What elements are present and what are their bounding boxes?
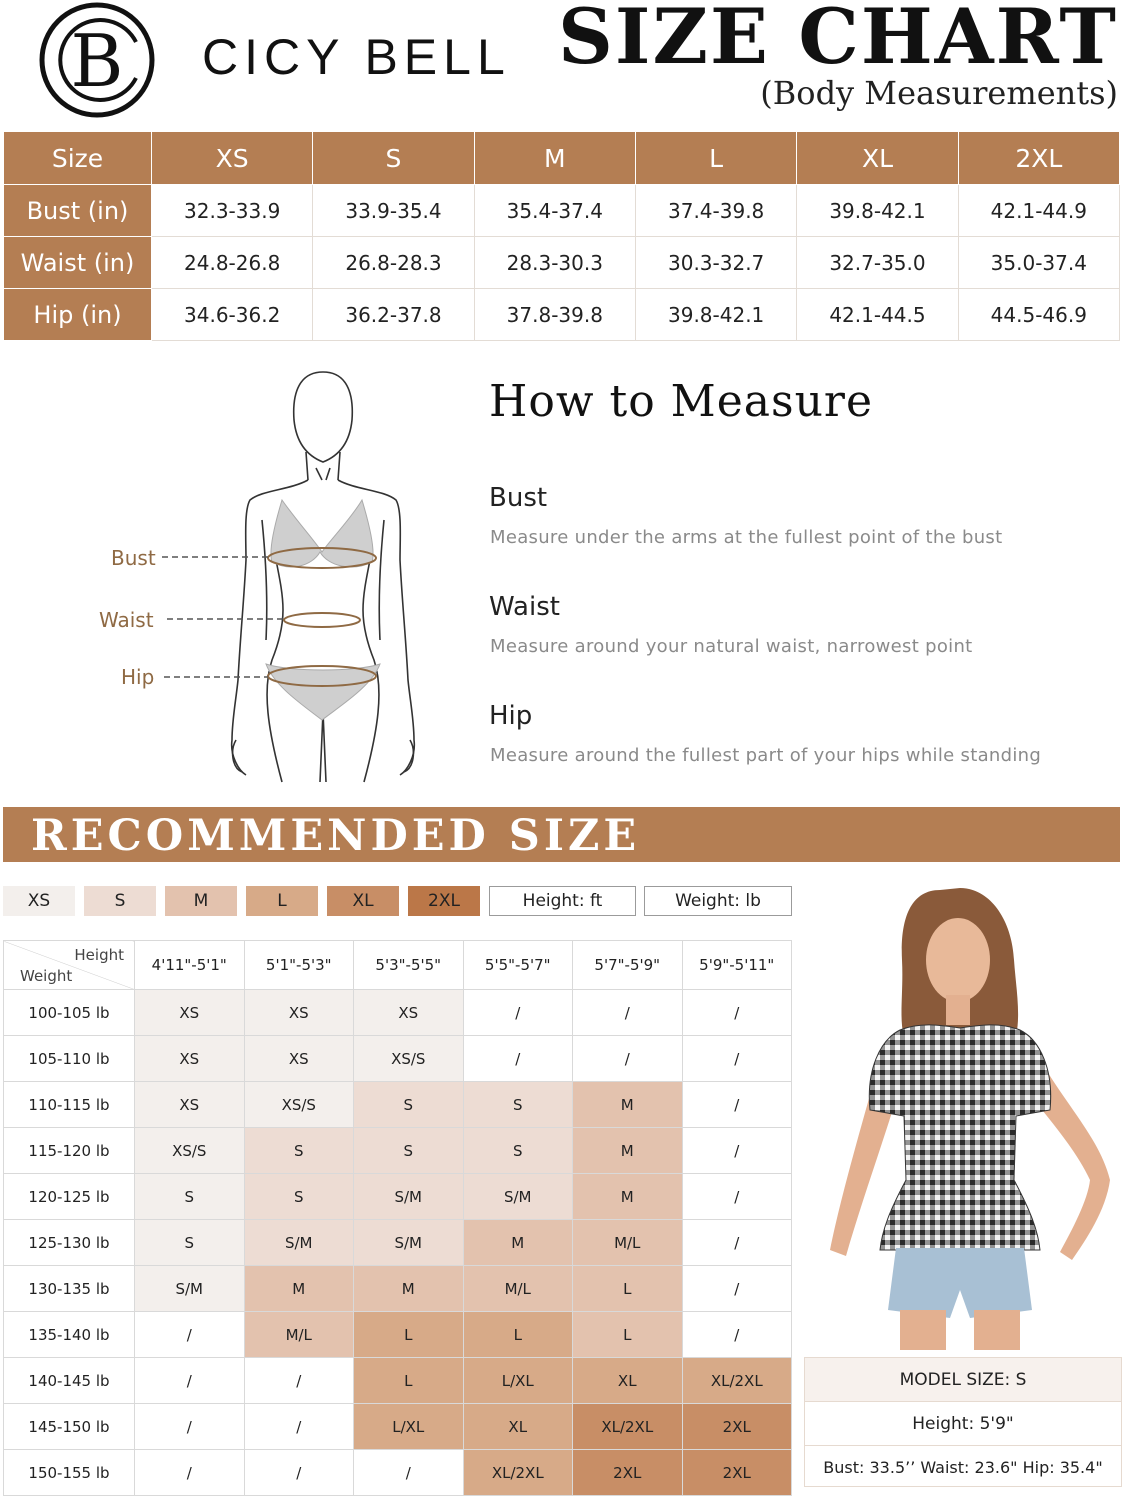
figure-label-waist: Waist bbox=[99, 608, 154, 632]
table-cell: 39.8-42.1 bbox=[635, 289, 796, 341]
size-cell: / bbox=[682, 1128, 792, 1174]
size-cell: / bbox=[354, 1450, 464, 1496]
size-cell: L bbox=[354, 1312, 464, 1358]
row-label: Hip (in) bbox=[4, 289, 152, 341]
model-photo bbox=[810, 880, 1120, 1350]
hip-heading: Hip bbox=[489, 701, 533, 731]
size-cell: M/L bbox=[573, 1220, 683, 1266]
table-cell: 35.0-37.4 bbox=[958, 237, 1119, 289]
size-cell: M/L bbox=[244, 1312, 354, 1358]
size-cell: S bbox=[135, 1220, 245, 1266]
size-header-s: S bbox=[313, 132, 474, 185]
size-cell: S/M bbox=[463, 1174, 573, 1220]
table-row bbox=[4, 1220, 792, 1266]
size-cell: S bbox=[244, 1174, 354, 1220]
table-cell: 34.6-36.2 bbox=[152, 289, 313, 341]
size-cell: / bbox=[682, 990, 792, 1036]
recommended-size-table bbox=[3, 940, 792, 1496]
bust-description: Measure under the arms at the fullest point of the bust bbox=[490, 527, 1003, 548]
size-cell: / bbox=[463, 1036, 573, 1082]
legend-xl: XL bbox=[327, 886, 399, 916]
size-header-l: L bbox=[635, 132, 796, 185]
height-header: 5'1"-5'3" bbox=[244, 941, 354, 990]
size-cell: / bbox=[135, 1404, 245, 1450]
size-header-label: Size bbox=[4, 132, 152, 185]
table-row bbox=[4, 1082, 792, 1128]
size-cell: / bbox=[244, 1358, 354, 1404]
table-row bbox=[4, 1174, 792, 1220]
size-cell: L bbox=[354, 1358, 464, 1404]
size-header-m: M bbox=[474, 132, 635, 185]
waist-row bbox=[4, 237, 1120, 289]
size-chart-table bbox=[3, 131, 1120, 341]
size-cell: / bbox=[135, 1450, 245, 1496]
size-cell: M bbox=[463, 1220, 573, 1266]
size-cell: XS bbox=[244, 990, 354, 1036]
table-row bbox=[4, 1358, 792, 1404]
table-cell: 33.9-35.4 bbox=[313, 185, 474, 237]
legend-s: S bbox=[84, 886, 156, 916]
table-cell: 42.1-44.9 bbox=[958, 185, 1119, 237]
weight-label: 145-150 lb bbox=[4, 1404, 135, 1450]
table-corner bbox=[4, 941, 135, 990]
model-info-box bbox=[804, 1357, 1122, 1487]
height-header: 5'5"-5'7" bbox=[463, 941, 573, 990]
size-cell: / bbox=[682, 1174, 792, 1220]
corner-weight-label: Weight bbox=[20, 967, 73, 985]
table-cell: 28.3-30.3 bbox=[474, 237, 635, 289]
legend-xs: XS bbox=[3, 886, 75, 916]
size-cell: M bbox=[244, 1266, 354, 1312]
size-cell: XS bbox=[354, 990, 464, 1036]
size-cell: / bbox=[682, 1036, 792, 1082]
size-cell: / bbox=[463, 990, 573, 1036]
size-cell: L/XL bbox=[354, 1404, 464, 1450]
table-cell: 39.8-42.1 bbox=[797, 185, 958, 237]
table-row bbox=[4, 1128, 792, 1174]
figure-label-bust: Bust bbox=[111, 546, 156, 570]
size-cell: / bbox=[135, 1312, 245, 1358]
table-row bbox=[4, 1266, 792, 1312]
model-measurements: Bust: 33.5’’ Waist: 23.6" Hip: 35.4" bbox=[823, 1457, 1103, 1477]
hip-description: Measure around the fullest part of your hips while standing bbox=[490, 745, 1042, 766]
bust-row bbox=[4, 185, 1120, 237]
size-cell: S bbox=[354, 1082, 464, 1128]
size-cell: XS bbox=[135, 1036, 245, 1082]
size-cell: L/XL bbox=[463, 1358, 573, 1404]
size-cell: S bbox=[135, 1174, 245, 1220]
hip-row bbox=[4, 289, 1120, 341]
size-header-xs: XS bbox=[152, 132, 313, 185]
size-cell: XL bbox=[463, 1404, 573, 1450]
height-header: 5'7"-5'9" bbox=[573, 941, 683, 990]
size-cell: XS/S bbox=[354, 1036, 464, 1082]
table-cell: 24.8-26.8 bbox=[152, 237, 313, 289]
table-cell: 44.5-46.9 bbox=[958, 289, 1119, 341]
size-cell: M/L bbox=[463, 1266, 573, 1312]
table-row bbox=[4, 1450, 792, 1496]
weight-label: 140-145 lb bbox=[4, 1358, 135, 1404]
table-cell: 36.2-37.8 bbox=[313, 289, 474, 341]
size-cell: / bbox=[244, 1404, 354, 1450]
legend-m: M bbox=[165, 886, 237, 916]
size-cell: S/M bbox=[135, 1266, 245, 1312]
size-cell: XS bbox=[135, 990, 245, 1036]
legend-height-unit: Height: ft bbox=[489, 886, 636, 916]
weight-label: 110-115 lb bbox=[4, 1082, 135, 1128]
legend-2xl: 2XL bbox=[408, 886, 480, 916]
size-cell: 2XL bbox=[573, 1450, 683, 1496]
weight-label: 125-130 lb bbox=[4, 1220, 135, 1266]
body-measurement-figure bbox=[90, 365, 430, 790]
page-subtitle: (Body Measurements) bbox=[760, 74, 1118, 112]
table-cell: 32.7-35.0 bbox=[797, 237, 958, 289]
size-header-xl: XL bbox=[797, 132, 958, 185]
table-cell: 42.1-44.5 bbox=[797, 289, 958, 341]
recommended-size-title: RECOMMENDED SIZE bbox=[31, 811, 641, 861]
height-header: 5'9"-5'11" bbox=[682, 941, 792, 990]
legend-l: L bbox=[246, 886, 318, 916]
size-cell: M bbox=[573, 1174, 683, 1220]
size-cell: S bbox=[354, 1128, 464, 1174]
waist-description: Measure around your natural waist, narrowest point bbox=[490, 636, 973, 657]
size-chart-header-row bbox=[4, 132, 1120, 185]
size-cell: / bbox=[682, 1266, 792, 1312]
size-cell: / bbox=[244, 1450, 354, 1496]
weight-label: 115-120 lb bbox=[4, 1128, 135, 1174]
size-cell: 2XL bbox=[682, 1450, 792, 1496]
bust-heading: Bust bbox=[489, 483, 548, 513]
brand-logo bbox=[38, 2, 156, 118]
weight-label: 105-110 lb bbox=[4, 1036, 135, 1082]
size-cell: S bbox=[244, 1128, 354, 1174]
recommended-size-banner bbox=[3, 807, 1120, 862]
weight-label: 150-155 lb bbox=[4, 1450, 135, 1496]
size-cell: S/M bbox=[244, 1220, 354, 1266]
table-row bbox=[4, 1312, 792, 1358]
weight-label: 130-135 lb bbox=[4, 1266, 135, 1312]
figure-label-hip: Hip bbox=[121, 665, 155, 689]
weight-label: 120-125 lb bbox=[4, 1174, 135, 1220]
table-cell: 35.4-37.4 bbox=[474, 185, 635, 237]
size-cell: XS/S bbox=[244, 1082, 354, 1128]
logo-letter: B bbox=[70, 19, 124, 103]
row-label: Waist (in) bbox=[4, 237, 152, 289]
size-cell: / bbox=[682, 1312, 792, 1358]
size-cell: S/M bbox=[354, 1174, 464, 1220]
height-header: 5'3"-5'5" bbox=[354, 941, 464, 990]
size-cell: S bbox=[463, 1082, 573, 1128]
size-cell: / bbox=[682, 1220, 792, 1266]
size-cell: XL/2XL bbox=[463, 1450, 573, 1496]
size-cell: / bbox=[135, 1358, 245, 1404]
waist-heading: Waist bbox=[489, 592, 560, 622]
size-cell: L bbox=[463, 1312, 573, 1358]
row-label: Bust (in) bbox=[4, 185, 152, 237]
weight-label: 135-140 lb bbox=[4, 1312, 135, 1358]
weight-label: 100-105 lb bbox=[4, 990, 135, 1036]
table-row bbox=[4, 1036, 792, 1082]
brand-name: CICY BELL bbox=[202, 29, 511, 85]
size-cell: XS/S bbox=[135, 1128, 245, 1174]
corner-height-label: Height bbox=[74, 946, 124, 964]
table-cell: 30.3-32.7 bbox=[635, 237, 796, 289]
size-cell: L bbox=[573, 1312, 683, 1358]
height-header: 4'11"-5'1" bbox=[135, 941, 245, 990]
table-row bbox=[4, 1404, 792, 1450]
model-size: MODEL SIZE: S bbox=[805, 1358, 1121, 1402]
table-cell: 26.8-28.3 bbox=[313, 237, 474, 289]
size-cell: / bbox=[682, 1082, 792, 1128]
size-header-2xl: 2XL bbox=[958, 132, 1119, 185]
size-cell: / bbox=[573, 1036, 683, 1082]
size-cell: XL/2XL bbox=[573, 1404, 683, 1450]
size-cell: XL/2XL bbox=[682, 1358, 792, 1404]
table-cell: 37.8-39.8 bbox=[474, 289, 635, 341]
table-row bbox=[4, 990, 792, 1036]
page-title: SIZE CHART bbox=[558, 0, 1118, 81]
table-cell: 32.3-33.9 bbox=[152, 185, 313, 237]
size-cell: XS bbox=[244, 1036, 354, 1082]
size-cell: XL bbox=[573, 1358, 683, 1404]
size-cell: M bbox=[573, 1128, 683, 1174]
model-height: Height: 5'9" bbox=[805, 1402, 1121, 1446]
size-cell: M bbox=[573, 1082, 683, 1128]
height-header-row bbox=[4, 941, 792, 990]
size-cell: 2XL bbox=[682, 1404, 792, 1450]
size-cell: XS bbox=[135, 1082, 245, 1128]
size-cell: L bbox=[573, 1266, 683, 1312]
legend-weight-unit: Weight: lb bbox=[644, 886, 792, 916]
recommended-size-body bbox=[4, 990, 792, 1496]
how-to-measure-title: How to Measure bbox=[489, 376, 873, 427]
size-cell: M bbox=[354, 1266, 464, 1312]
size-cell: S/M bbox=[354, 1220, 464, 1266]
table-cell: 37.4-39.8 bbox=[635, 185, 796, 237]
size-cell: / bbox=[573, 990, 683, 1036]
size-cell: S bbox=[463, 1128, 573, 1174]
